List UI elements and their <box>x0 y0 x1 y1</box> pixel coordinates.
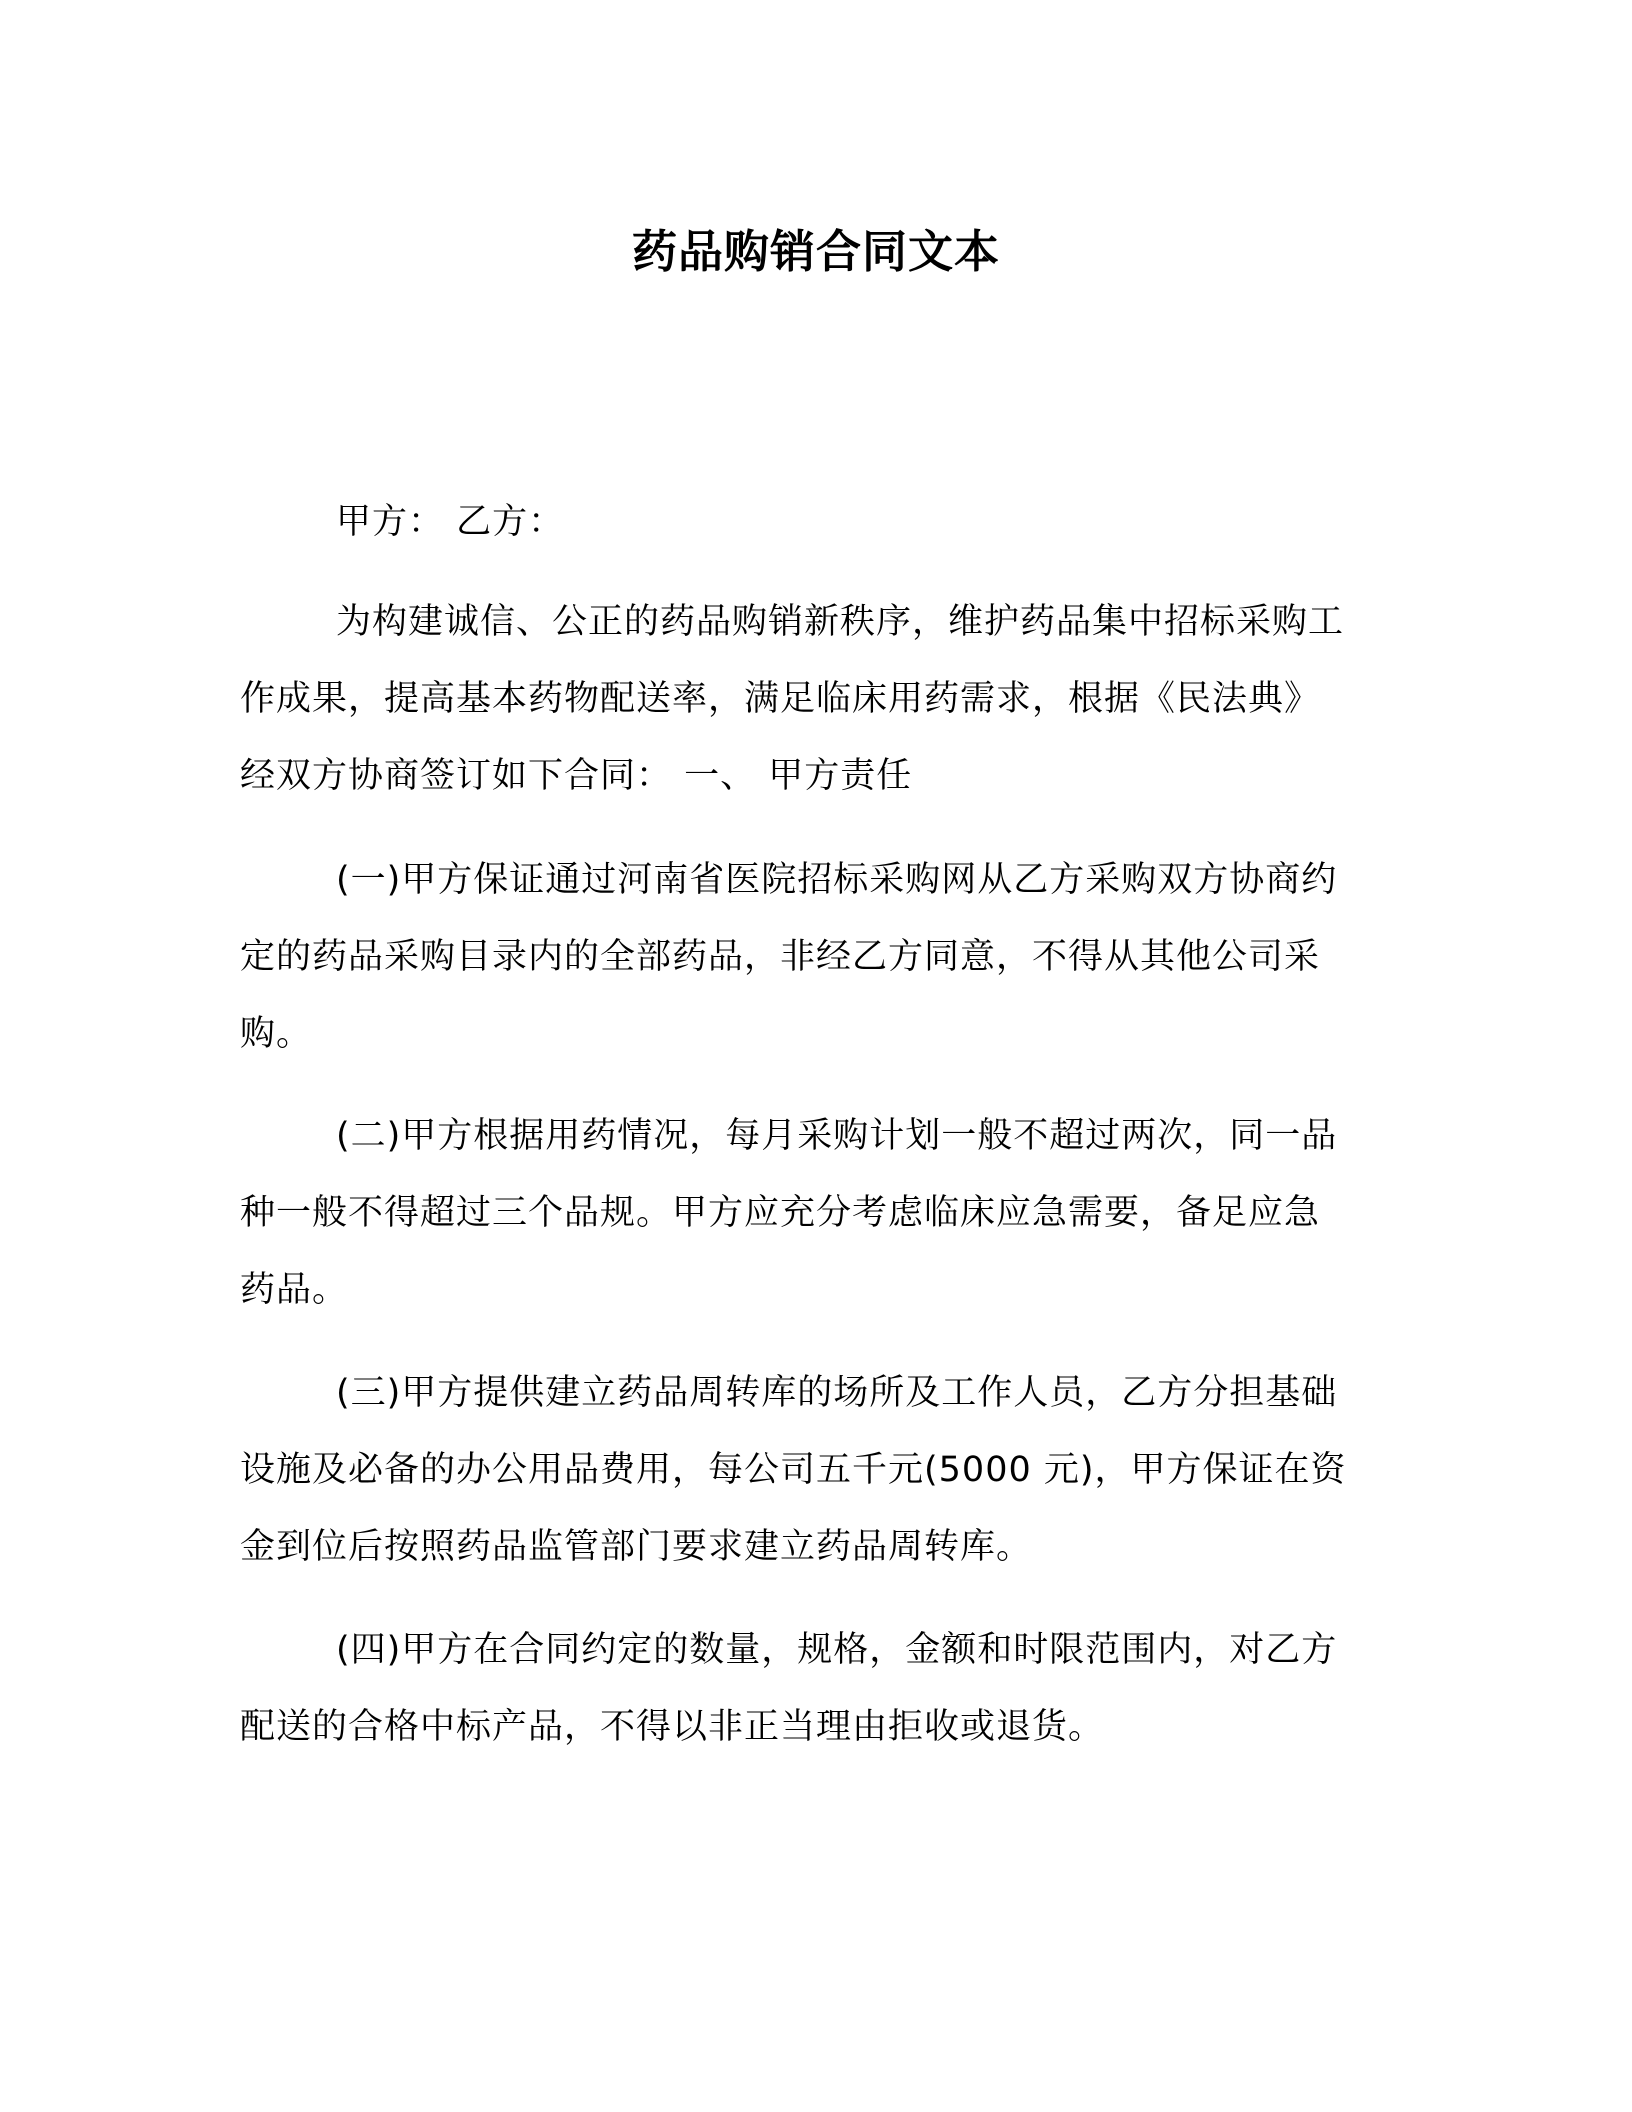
paragraph-clause-2 <box>240 1098 1380 1329</box>
paragraph-line: 设施及必备的办公用品费用，每公司五千元(5000 元)，甲方保证在资 <box>240 1450 1347 1490</box>
paragraph-line: 药品。 <box>240 1270 349 1310</box>
paragraph-line: (三)甲方提供建立药品周转库的场所及工作人员，乙方分担基础 <box>336 1373 1338 1413</box>
parties-text: 甲方： 乙方： <box>336 502 565 542</box>
paragraph-line: (二)甲方根据用药情况，每月采购计划一般不超过两次，同一品 <box>336 1116 1338 1156</box>
paragraph-clause-4 <box>240 1612 1380 1766</box>
paragraph-line: 定的药品采购目录内的全部药品，非经乙方同意，不得从其他公司采 <box>240 937 1321 977</box>
document-title: 药品购销合同文本 <box>631 225 1000 278</box>
paragraph-line: (四)甲方在合同约定的数量，规格，金额和时限范围内，对乙方 <box>336 1630 1338 1670</box>
paragraph-line: 作成果，提高基本药物配送率，满足临床用药需求，根据《民法典》 <box>240 679 1321 719</box>
paragraph-line: 购。 <box>240 1014 313 1054</box>
paragraph-clause-1 <box>240 842 1380 1073</box>
paragraph-line: 金到位后按照药品监管部门要求建立药品周转库。 <box>240 1527 1033 1567</box>
paragraph-clause-3 <box>240 1355 1380 1586</box>
paragraph-line: (一)甲方保证通过河南省医院招标采购网从乙方采购双方协商约 <box>336 860 1338 900</box>
paragraph-preamble <box>240 584 1380 815</box>
paragraph-line: 经双方协商签订如下合同： 一、 甲方责任 <box>240 756 913 796</box>
paragraph-line: 配送的合格中标产品，不得以非正当理由拒收或退货。 <box>240 1707 1105 1747</box>
parties-line <box>240 484 1380 561</box>
paragraph-line: 种一般不得超过三个品规。甲方应充分考虑临床应急需要，备足应急 <box>240 1193 1321 1233</box>
paragraph-line: 为构建诚信、公正的药品购销新秩序，维护药品集中招标采购工 <box>336 602 1345 642</box>
